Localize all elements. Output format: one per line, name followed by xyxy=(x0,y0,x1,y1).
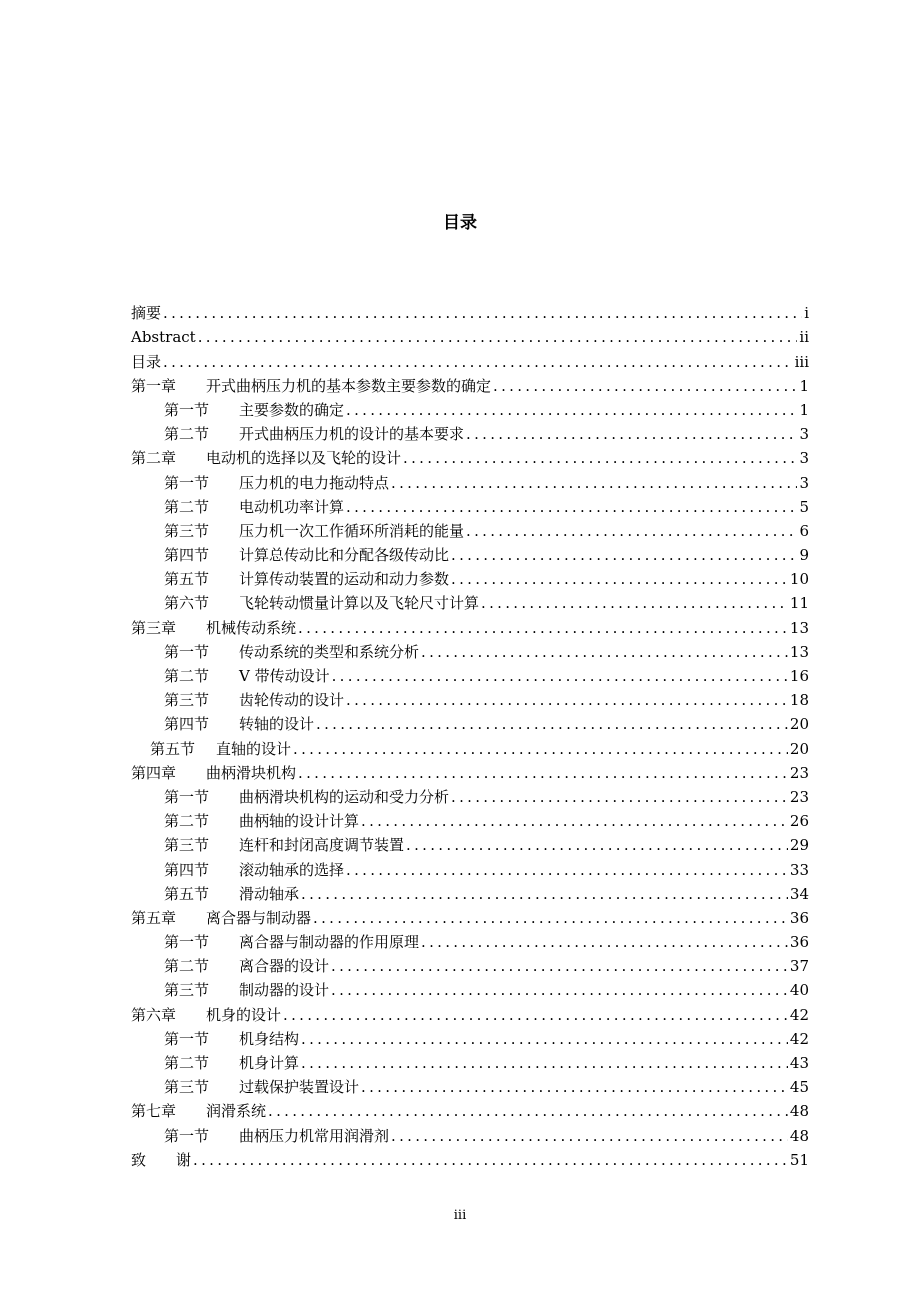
toc-page-number: ii xyxy=(799,328,809,347)
toc-entry-label xyxy=(131,447,401,469)
toc-page-number: 42 xyxy=(789,1029,809,1048)
toc-page-number: 36 xyxy=(789,908,809,927)
toc-page-number: 9 xyxy=(799,546,809,565)
page-number-footer: iii xyxy=(453,1208,467,1223)
toc-dot-leader xyxy=(283,1004,788,1026)
toc-dot-leader xyxy=(346,399,797,421)
toc-entry-text: 齿轮传动的设计 xyxy=(239,691,345,710)
toc-dot-leader xyxy=(466,423,797,445)
toc-entry[interactable] xyxy=(131,494,809,518)
toc-page-number: 34 xyxy=(789,884,809,903)
toc-entry-label xyxy=(164,859,344,881)
toc-entry-text: 滚动轴承的选择 xyxy=(239,860,345,879)
toc-dot-leader xyxy=(331,955,788,977)
toc-dot-leader xyxy=(451,786,788,808)
toc-entry-text: 机身结构 xyxy=(239,1029,300,1048)
toc-dot-leader xyxy=(331,979,788,1001)
toc-entry[interactable] xyxy=(131,929,809,953)
toc-page-number: 10 xyxy=(789,570,809,589)
toc-page-number: 23 xyxy=(789,763,809,782)
toc-page-number: 51 xyxy=(789,1150,809,1169)
toc-entry-label xyxy=(164,979,329,1001)
toc-entry[interactable] xyxy=(131,832,809,856)
toc-section-number: 第三节 xyxy=(164,836,210,855)
toc-entry-label xyxy=(164,834,404,856)
toc-page-number: 23 xyxy=(789,787,809,806)
toc-entry-label xyxy=(131,351,161,373)
toc-entry-text: 润滑系统 xyxy=(206,1102,267,1121)
toc-page-number: 3 xyxy=(799,425,809,444)
toc-entry[interactable] xyxy=(131,445,809,469)
toc-dot-leader xyxy=(293,738,788,760)
toc-entry-text: 机身的设计 xyxy=(206,1005,282,1024)
toc-entry[interactable] xyxy=(131,639,809,663)
toc-entry-text: 离合器与制动器 xyxy=(206,908,312,927)
toc-page-number: 13 xyxy=(789,642,809,661)
toc-entry-text: 直轴的设计 xyxy=(216,739,292,758)
toc-entry-text: 离合器与制动器的作用原理 xyxy=(239,933,420,952)
toc-entry-label xyxy=(164,1125,389,1147)
toc-entry-text: Abstract xyxy=(131,328,196,347)
toc-entry-label xyxy=(131,907,311,929)
toc-entry-label xyxy=(131,617,296,639)
toc-entry[interactable] xyxy=(131,663,809,687)
toc-entry[interactable] xyxy=(131,1098,809,1122)
toc-page-number: 29 xyxy=(789,836,809,855)
toc-entry-text: 开式曲柄压力机的基本参数主要参数的确定 xyxy=(206,376,492,395)
toc-entry-text: 压力机的电力拖动特点 xyxy=(239,473,390,492)
toc-entry-label xyxy=(164,496,344,518)
toc-entry-label xyxy=(131,375,491,397)
toc-entry[interactable] xyxy=(131,590,809,614)
toc-dot-leader xyxy=(406,834,788,856)
toc-entry-text: 转轴的设计 xyxy=(239,715,315,734)
toc-section-number: 第二节 xyxy=(164,957,210,976)
toc-dot-leader xyxy=(421,931,788,953)
toc-section-number: 第三节 xyxy=(164,1078,210,1097)
toc-section-number: 第四节 xyxy=(164,715,210,734)
toc-section-number: 第一节 xyxy=(164,1029,210,1048)
toc-dot-leader xyxy=(163,351,793,373)
toc-entry-label xyxy=(131,302,161,324)
toc-entry[interactable] xyxy=(131,977,809,1001)
toc-dot-leader xyxy=(298,617,788,639)
toc-section-number: 第三节 xyxy=(164,691,210,710)
toc-page-number: 37 xyxy=(789,957,809,976)
toc-entry[interactable] xyxy=(131,397,809,421)
toc-page-number: 20 xyxy=(789,739,809,758)
toc-entry[interactable] xyxy=(131,300,809,324)
toc-entry-text: 计算传动装置的运动和动力参数 xyxy=(239,570,450,589)
toc-page-number: 13 xyxy=(789,618,809,637)
toc-entry[interactable] xyxy=(131,324,809,348)
toc-entry-label xyxy=(164,423,464,445)
toc-section-number: 第一节 xyxy=(164,473,210,492)
toc-dot-leader xyxy=(421,641,788,663)
toc-entry[interactable] xyxy=(131,735,809,759)
toc-entry[interactable] xyxy=(131,348,809,372)
toc-entry-text: 电动机的选择以及飞轮的设计 xyxy=(206,449,402,468)
toc-entry[interactable] xyxy=(131,760,809,784)
toc-dot-leader xyxy=(346,496,797,518)
toc-entry-label xyxy=(164,520,464,542)
toc-entry-label xyxy=(164,931,419,953)
toc-section-number: 第二节 xyxy=(164,1054,210,1072)
toc-section-number: 第一节 xyxy=(164,933,210,952)
toc-section-number: 第五章 xyxy=(131,908,177,927)
toc-dot-leader xyxy=(193,1149,788,1171)
toc-page-number: 48 xyxy=(789,1126,809,1145)
toc-entry-text: 曲柄轴的设计计算 xyxy=(239,812,360,831)
toc-page-number: 20 xyxy=(789,715,809,734)
toc-page-number: 1 xyxy=(799,376,809,395)
toc-entry-label xyxy=(164,689,344,711)
toc-entry-label xyxy=(164,955,329,977)
toc-section-number: 第六章 xyxy=(131,1005,177,1024)
toc-page-number: iii xyxy=(794,352,809,371)
toc-section-number: 第五节 xyxy=(150,739,196,758)
toc-section-number: 第二节 xyxy=(164,497,210,516)
toc-entry-text: 滑动轴承 xyxy=(239,884,300,903)
toc-entry-text: 摘要 xyxy=(131,304,162,323)
toc-entry-label xyxy=(164,883,299,905)
toc-page-number: 3 xyxy=(799,473,809,492)
toc-entry-text: 目录 xyxy=(131,352,162,371)
toc-entry-label xyxy=(131,326,196,348)
toc-section-number: 第七章 xyxy=(131,1102,177,1121)
toc-page-number: i xyxy=(804,304,809,323)
toc-entry-text: 飞轮转动惯量计算以及飞轮尺寸计算 xyxy=(239,594,480,613)
toc-dot-leader xyxy=(163,302,802,324)
toc-dot-leader xyxy=(361,810,788,832)
toc-entry[interactable] xyxy=(131,1050,809,1074)
toc-entry[interactable] xyxy=(131,1001,809,1025)
toc-section-number: 第二节 xyxy=(164,812,210,831)
toc-page-number: 3 xyxy=(799,449,809,468)
toc-page-number: 40 xyxy=(789,981,809,1000)
toc-section-number: 第六节 xyxy=(164,594,210,613)
toc-entry-text: 离合器的设计 xyxy=(239,957,330,976)
toc-dot-leader xyxy=(313,907,788,929)
toc-section-number: 第五节 xyxy=(164,570,210,589)
toc-dot-leader xyxy=(301,1052,788,1074)
toc-section-number: 第二节 xyxy=(164,425,210,444)
toc-page-number: 36 xyxy=(789,933,809,952)
toc-entry[interactable] xyxy=(131,469,809,493)
toc-entry-text: 曲柄压力机常用润滑剂 xyxy=(239,1126,390,1145)
toc-entry[interactable] xyxy=(131,808,809,832)
toc-entry[interactable] xyxy=(131,566,809,590)
toc-entry-text: 电动机功率计算 xyxy=(239,497,345,516)
toc-entry-label xyxy=(131,1100,266,1122)
toc-entry[interactable] xyxy=(131,953,809,977)
toc-section-number: 第二章 xyxy=(131,449,177,468)
toc-entry-label xyxy=(164,472,389,494)
toc-entry[interactable] xyxy=(131,784,809,808)
toc-entry-label xyxy=(164,665,330,687)
toc-dot-leader xyxy=(481,592,788,614)
toc-entry-label xyxy=(164,641,419,663)
toc-page-number: 26 xyxy=(789,812,809,831)
toc-entry-label xyxy=(164,786,449,808)
toc-entry-label xyxy=(131,1004,281,1026)
toc-entry-text: 致 谢 xyxy=(131,1150,192,1169)
toc-entry-text: 传动系统的类型和系统分析 xyxy=(239,642,420,661)
toc-page-number: 16 xyxy=(789,667,809,685)
toc-section-number: 第三章 xyxy=(131,618,177,637)
toc-entry-text: 开式曲柄压力机的设计的基本要求 xyxy=(239,425,465,444)
toc-entry[interactable] xyxy=(131,1122,809,1146)
toc-entry-label xyxy=(131,762,296,784)
toc-entry-text: 主要参数的确定 xyxy=(239,400,345,419)
toc-dot-leader xyxy=(451,568,788,590)
toc-dot-leader xyxy=(346,859,788,881)
toc-dot-leader xyxy=(198,326,798,348)
toc-entry[interactable] xyxy=(131,421,809,445)
toc-page-number: 1 xyxy=(799,400,809,419)
toc-entry-text: 制动器的设计 xyxy=(239,981,330,1000)
toc-dot-leader xyxy=(493,375,797,397)
toc-entry-text: 曲柄滑块机构 xyxy=(206,763,297,782)
toc-entry-label xyxy=(164,810,359,832)
toc-entry[interactable] xyxy=(131,856,809,880)
toc-section-number: 第一章 xyxy=(131,376,177,395)
page-title: 目录 xyxy=(443,213,477,233)
toc-dot-leader xyxy=(332,665,788,687)
toc-dot-leader xyxy=(268,1100,788,1122)
toc-entry-text: 曲柄滑块机构的运动和受力分析 xyxy=(239,787,450,806)
table-of-contents xyxy=(131,300,809,1171)
toc-dot-leader xyxy=(403,447,797,469)
toc-entry-label xyxy=(150,738,291,760)
toc-section-number: 第一节 xyxy=(164,400,210,419)
toc-entry-text: 计算总传动比和分配各级传动比 xyxy=(239,546,450,565)
toc-dot-leader xyxy=(391,472,797,494)
toc-entry[interactable] xyxy=(131,1074,809,1098)
toc-section-number: 第四节 xyxy=(164,860,210,879)
toc-entry-label xyxy=(164,1076,359,1098)
toc-entry[interactable] xyxy=(131,1147,809,1171)
toc-dot-leader xyxy=(301,883,788,905)
toc-entry[interactable] xyxy=(131,905,809,929)
toc-entry-text: 过载保护装置设计 xyxy=(239,1078,360,1097)
toc-entry-label xyxy=(164,592,479,614)
toc-entry[interactable] xyxy=(131,518,809,542)
toc-dot-leader xyxy=(298,762,788,784)
toc-page-number: 48 xyxy=(789,1102,809,1121)
toc-dot-leader xyxy=(301,1028,788,1050)
toc-entry[interactable] xyxy=(131,881,809,905)
toc-dot-leader xyxy=(391,1125,788,1147)
toc-entry-text: V 带传动设计 xyxy=(239,667,330,685)
toc-dot-leader xyxy=(346,689,788,711)
toc-entry-label xyxy=(164,713,314,735)
toc-section-number: 第四节 xyxy=(164,546,210,565)
toc-page-number: 11 xyxy=(789,594,809,613)
toc-page-number: 6 xyxy=(799,521,809,540)
toc-section-number: 第一节 xyxy=(164,1126,210,1145)
toc-page-number: 45 xyxy=(789,1078,809,1097)
toc-entry[interactable] xyxy=(131,373,809,397)
toc-entry-text: 机械传动系统 xyxy=(206,618,297,637)
toc-entry-label xyxy=(164,544,449,566)
toc-entry[interactable] xyxy=(131,1026,809,1050)
toc-page-number: 43 xyxy=(789,1054,809,1072)
toc-dot-leader xyxy=(361,1076,788,1098)
toc-section-number: 第一节 xyxy=(164,642,210,661)
toc-section-number: 第三节 xyxy=(164,521,210,540)
toc-section-number: 第二节 xyxy=(164,667,210,685)
toc-section-number: 第五节 xyxy=(164,884,210,903)
toc-section-number: 第三节 xyxy=(164,981,210,1000)
toc-entry-text: 机身计算 xyxy=(239,1054,300,1072)
toc-page-number: 18 xyxy=(789,691,809,710)
toc-section-number: 第四章 xyxy=(131,763,177,782)
toc-dot-leader xyxy=(451,544,797,566)
toc-entry[interactable] xyxy=(131,711,809,735)
toc-section-number: 第一节 xyxy=(164,787,210,806)
toc-entry-label xyxy=(164,568,449,590)
toc-page-number: 42 xyxy=(789,1005,809,1024)
toc-page-number: 5 xyxy=(799,497,809,516)
toc-dot-leader xyxy=(316,713,788,735)
toc-entry-label xyxy=(164,399,344,421)
toc-entry-label xyxy=(131,1149,191,1171)
toc-page-number: 33 xyxy=(789,860,809,879)
toc-entry[interactable] xyxy=(131,687,809,711)
toc-entry-label xyxy=(164,1028,299,1050)
toc-entry-text: 连杆和封闭高度调节装置 xyxy=(239,836,405,855)
toc-entry-text: 压力机一次工作循环所消耗的能量 xyxy=(239,521,465,540)
toc-entry[interactable] xyxy=(131,614,809,638)
toc-entry-label xyxy=(164,1052,299,1074)
toc-entry[interactable] xyxy=(131,542,809,566)
toc-dot-leader xyxy=(466,520,797,542)
